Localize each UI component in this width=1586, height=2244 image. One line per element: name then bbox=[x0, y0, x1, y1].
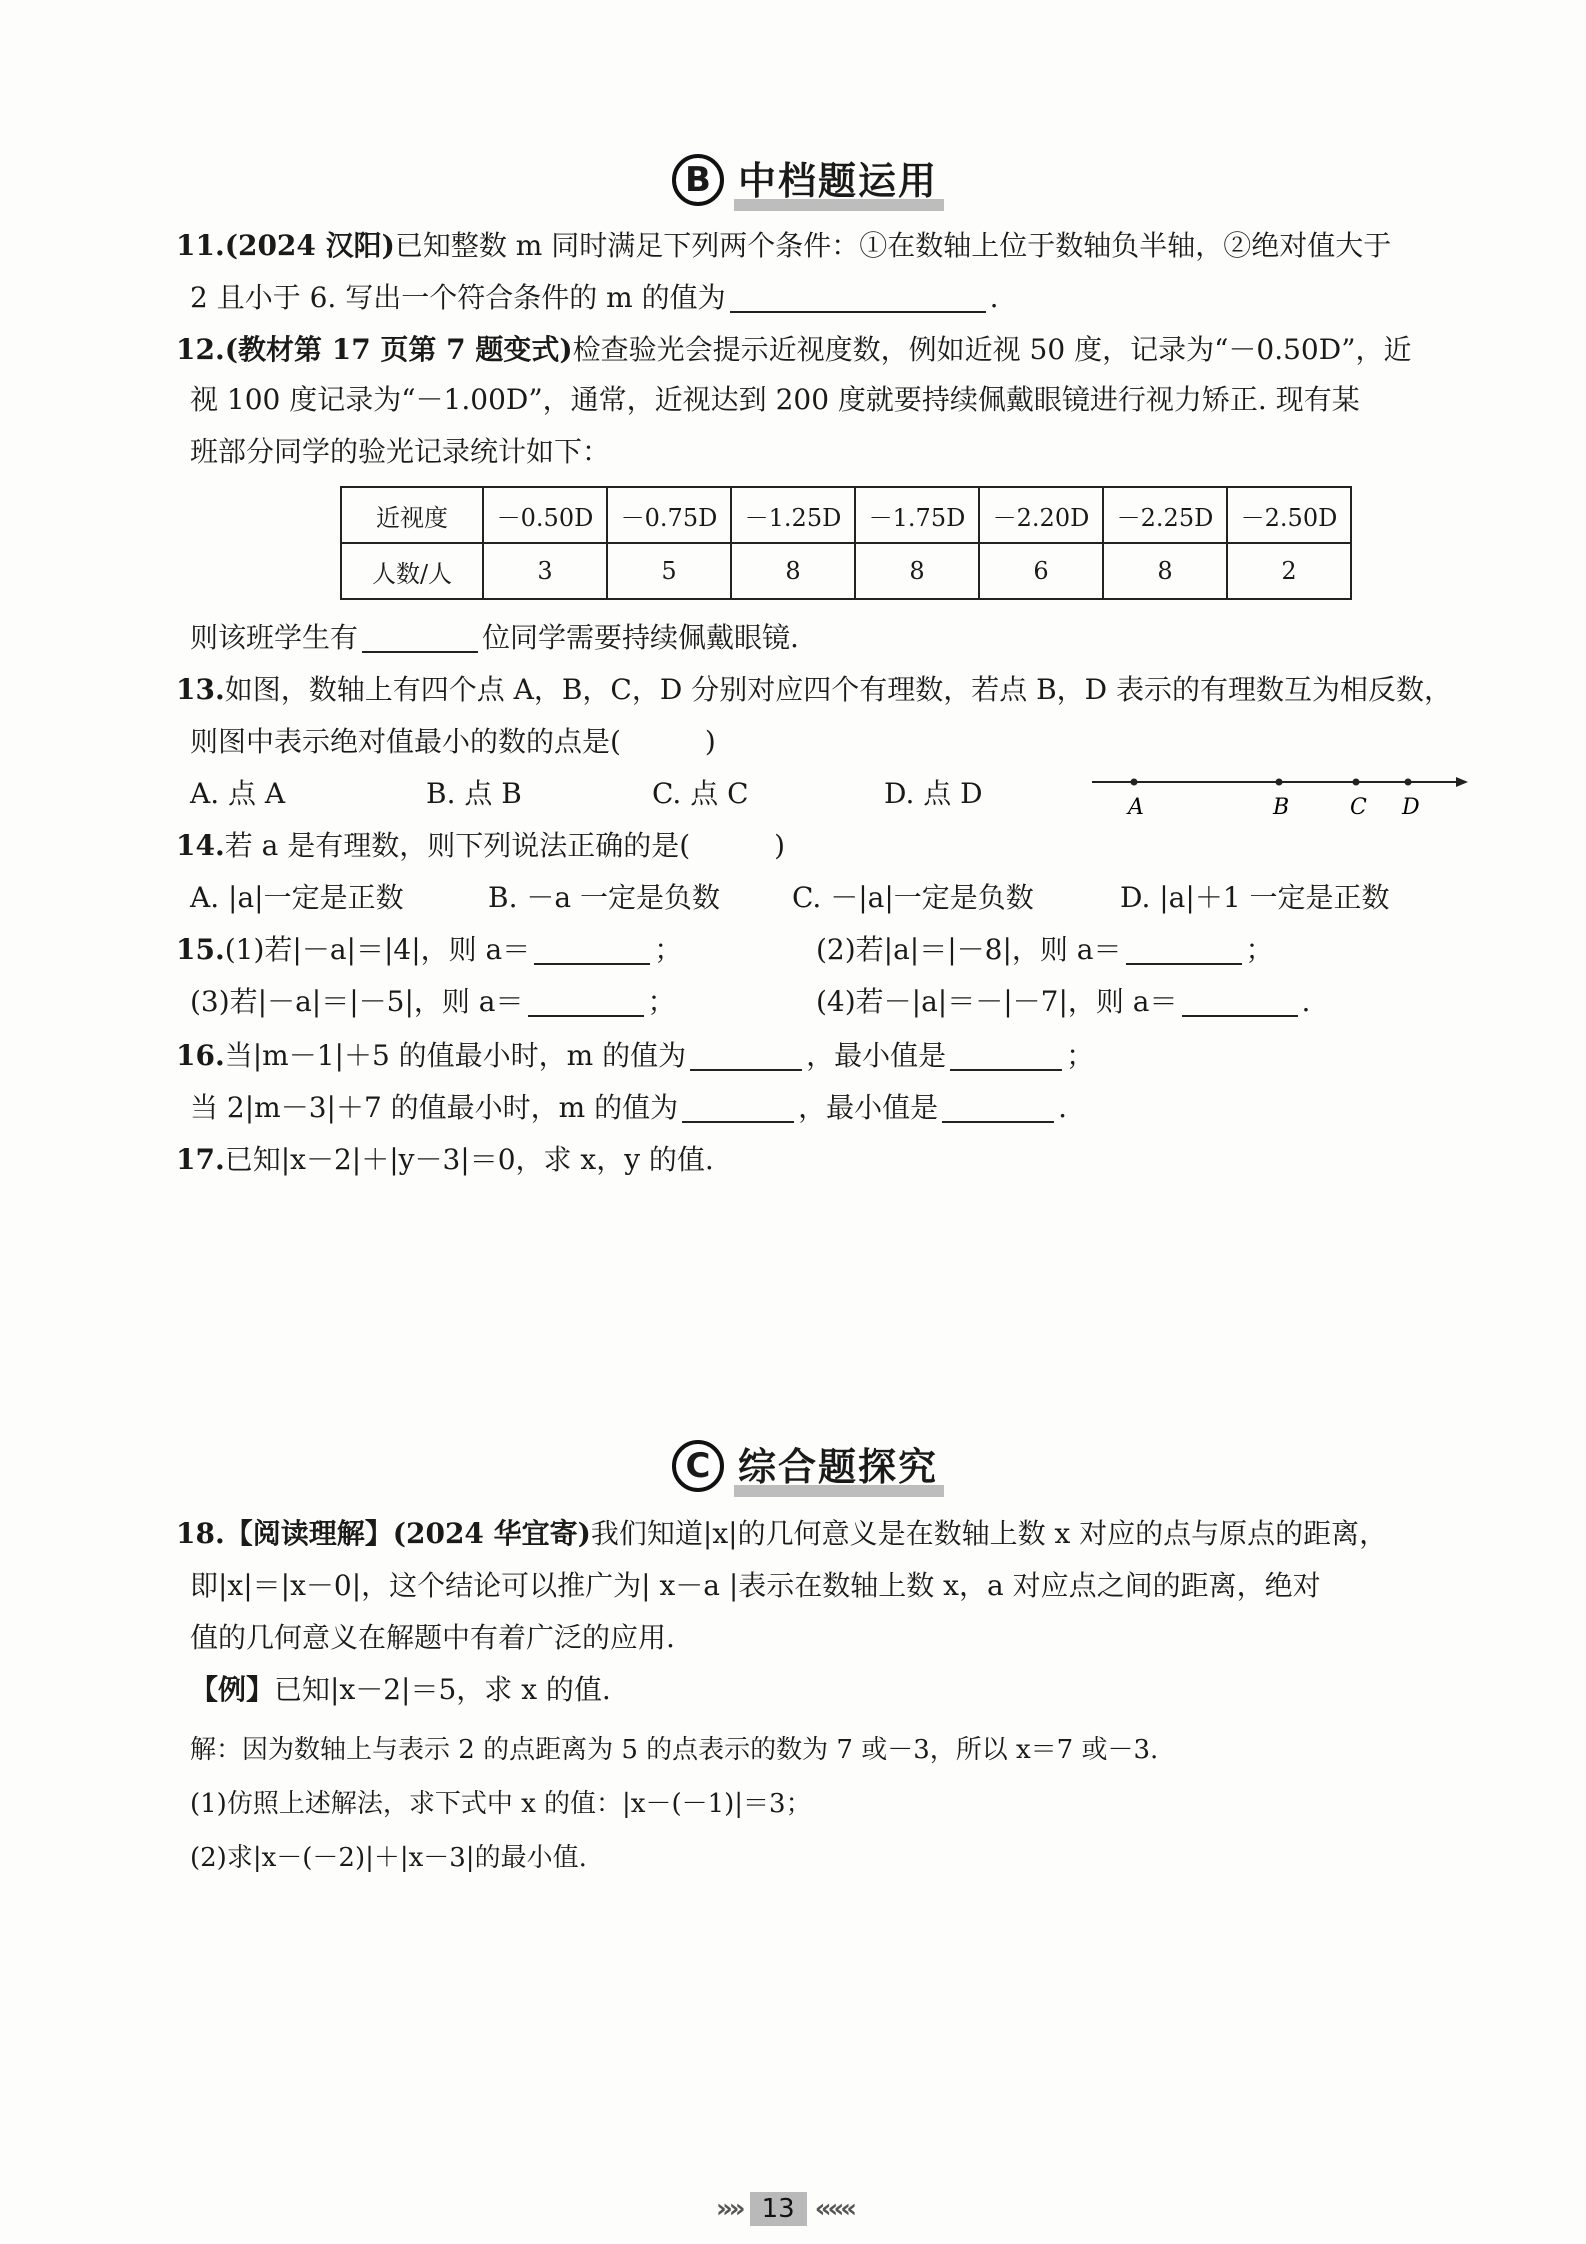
q15-p4-end: . bbox=[1301, 985, 1311, 1018]
q18-line3: 值的几何意义在解题中有着广泛的应用. bbox=[190, 1621, 675, 1654]
q13-option-d[interactable]: D. 点 D bbox=[884, 777, 983, 810]
q13-line1 bbox=[176, 670, 1452, 710]
q15-p4-blank[interactable] bbox=[1182, 985, 1298, 1017]
q12-line1 bbox=[176, 330, 1412, 370]
q15-p1-text: (1)若|－a|＝|4|，则 a＝ bbox=[224, 933, 531, 966]
table-cell: －2.25D bbox=[1103, 487, 1227, 543]
page-footer bbox=[716, 2192, 853, 2226]
table-cell: －0.75D bbox=[607, 487, 731, 543]
table-cell: 5 bbox=[607, 543, 731, 599]
q13-number: 13. bbox=[176, 673, 225, 706]
q12-line3: 班部分同学的验光记录统计如下： bbox=[190, 435, 611, 468]
q16-line2 bbox=[190, 1088, 1067, 1128]
section-c-header bbox=[672, 1434, 944, 1497]
q14-line1 bbox=[176, 826, 785, 866]
point-a-dot bbox=[1131, 779, 1138, 786]
q11-text2: 2 且小于 6. 写出一个符合条件的 m 的值为 bbox=[190, 281, 726, 314]
q11-text1: 已知整数 m 同时满足下列两个条件：①在数轴上位于数轴负半轴，②绝对值大于 bbox=[394, 229, 1392, 262]
q14-option-c[interactable]: C. －|a|一定是负数 bbox=[792, 881, 1034, 914]
table-cell: －1.75D bbox=[855, 487, 979, 543]
table-cell: 8 bbox=[1103, 543, 1227, 599]
q15-p3-text: (3)若|－a|＝|－5|，则 a＝ bbox=[190, 985, 524, 1018]
q18-line2: 即|x|＝|x－0|，这个结论可以推广为| x－a |表示在数轴上数 x，a 对应点之间的距离，绝对 bbox=[190, 1569, 1321, 1602]
q15-part2 bbox=[816, 930, 1274, 970]
point-d-label: D bbox=[1402, 795, 1420, 820]
q13-option-b[interactable]: B. 点 B bbox=[426, 777, 522, 810]
q13-line2: 则图中表示绝对值最小的数的点是( ) bbox=[190, 725, 716, 758]
q18-solution: 解：因为数轴上与表示 2 的点距离为 5 的点表示的数为 7 或－3，所以 x＝7 或－3. bbox=[190, 1735, 1159, 1765]
q15-part4 bbox=[816, 982, 1310, 1022]
q11-source: (2024 汉阳) bbox=[224, 229, 395, 262]
q16-l2-text1: 当 2|m－3|＋7 的值最小时，m 的值为 bbox=[190, 1091, 679, 1124]
q18-source: (2024 华宜寄) bbox=[392, 1517, 591, 1550]
q13-text1: 如图，数轴上有四个点 A，B，C，D 分别对应四个有理数，若点 B，D 表示的有理数互为相反数， bbox=[224, 673, 1453, 706]
table-cell: 3 bbox=[483, 543, 607, 599]
number-line-figure bbox=[1090, 770, 1470, 830]
q12-after-text1: 则该班学生有 bbox=[190, 621, 359, 654]
point-d-dot bbox=[1405, 779, 1412, 786]
section-c-title: 综合题探究 bbox=[734, 1434, 944, 1497]
q14-option-b[interactable]: B. －a 一定是负数 bbox=[488, 881, 720, 914]
q16-l1-text2: ，最小值是 bbox=[806, 1039, 947, 1072]
q15-p2-end: ； bbox=[1245, 933, 1274, 966]
q16-l2-end: . bbox=[1058, 1091, 1068, 1124]
q16-l2-text2: ，最小值是 bbox=[798, 1091, 939, 1124]
q12-number: 12. bbox=[176, 333, 225, 366]
q18-number: 18. bbox=[176, 1517, 225, 1550]
table-header-cell: 人数/人 bbox=[341, 543, 483, 599]
q12-after-text2: 位同学需要持续佩戴眼镜. bbox=[482, 621, 799, 654]
point-b-label: B bbox=[1273, 795, 1290, 820]
section-b-title: 中档题运用 bbox=[734, 148, 944, 211]
q15-part3 bbox=[190, 982, 676, 1022]
q14-option-d[interactable]: D. |a|＋1 一定是正数 bbox=[1120, 881, 1390, 914]
q18-text1: 我们知道|x|的几何意义是在数轴上数 x 对应的点与原点的距离， bbox=[590, 1517, 1388, 1550]
table-cell: －2.50D bbox=[1227, 487, 1351, 543]
q18-example-tag: 【例】 bbox=[190, 1673, 275, 1706]
q15-p3-blank[interactable] bbox=[528, 985, 644, 1017]
q18-line1 bbox=[176, 1514, 1387, 1554]
section-b-badge: B bbox=[672, 154, 724, 206]
table-cell: 2 bbox=[1227, 543, 1351, 599]
section-c-badge: C bbox=[672, 1440, 724, 1492]
number-line-arrow-icon bbox=[1456, 777, 1468, 787]
q12-answer-blank[interactable] bbox=[362, 621, 478, 653]
q15-p4-text: (4)若－|a|＝－|－7|，则 a＝ bbox=[816, 985, 1178, 1018]
q16-l1-end: ； bbox=[1066, 1039, 1095, 1072]
table-row bbox=[341, 543, 1351, 599]
q16-l1-blank2[interactable] bbox=[950, 1039, 1062, 1071]
q18-tag: 【阅读理解】 bbox=[224, 1517, 393, 1550]
q11-line1 bbox=[176, 226, 1391, 266]
q13-option-c[interactable]: C. 点 C bbox=[652, 777, 749, 810]
q15-p3-end: ； bbox=[647, 985, 676, 1018]
q14-number: 14. bbox=[176, 829, 225, 862]
table-header-cell: 近视度 bbox=[341, 487, 483, 543]
q15-part1 bbox=[176, 930, 682, 970]
point-c-dot bbox=[1353, 779, 1360, 786]
q11-number: 11. bbox=[176, 229, 225, 262]
table-cell: －0.50D bbox=[483, 487, 607, 543]
q12-line2: 视 100 度记录为“－1.00D”，通常，近视达到 200 度就要持续佩戴眼镜进行视力矫正. 现有某 bbox=[190, 383, 1360, 416]
q15-p1-blank[interactable] bbox=[534, 933, 650, 965]
q16-l1-text1: 当|m－1|＋5 的值最小时，m 的值为 bbox=[224, 1039, 687, 1072]
q17-line bbox=[176, 1140, 714, 1180]
q16-l1-blank1[interactable] bbox=[690, 1039, 802, 1071]
q16-l2-blank1[interactable] bbox=[682, 1091, 794, 1123]
table-cell: －2.20D bbox=[979, 487, 1103, 543]
vision-table bbox=[340, 486, 1352, 600]
q11-answer-blank[interactable] bbox=[730, 281, 986, 313]
table-row bbox=[341, 487, 1351, 543]
q17-number: 17. bbox=[176, 1143, 225, 1176]
q18-example-text: 已知|x－2|＝5，求 x 的值. bbox=[274, 1673, 611, 1706]
table-cell: －1.25D bbox=[731, 487, 855, 543]
point-b-dot bbox=[1276, 779, 1283, 786]
q12-source: (教材第 17 页第 7 题变式) bbox=[224, 333, 573, 366]
page-number: 13 bbox=[750, 2192, 807, 2226]
section-b-header bbox=[672, 148, 944, 211]
left-chevrons-icon: »» bbox=[716, 2194, 742, 2224]
table-cell: 6 bbox=[979, 543, 1103, 599]
q16-number: 16. bbox=[176, 1039, 225, 1072]
q11-line2 bbox=[190, 278, 999, 318]
q15-p2-blank[interactable] bbox=[1126, 933, 1242, 965]
point-c-label: C bbox=[1350, 795, 1367, 820]
q15-p1-end: ； bbox=[654, 933, 683, 966]
q15-p2-text: (2)若|a|＝|－8|，则 a＝ bbox=[816, 933, 1122, 966]
table-cell: 8 bbox=[731, 543, 855, 599]
q12-text1: 检查验光会提示近视度数，例如近视 50 度，记录为“－0.50D”，近 bbox=[572, 333, 1412, 366]
q14-text1: 若 a 是有理数，则下列说法正确的是( ) bbox=[224, 829, 786, 862]
q18-example bbox=[190, 1670, 611, 1710]
right-chevrons-icon: ««« bbox=[814, 2194, 854, 2224]
q16-line1 bbox=[176, 1036, 1094, 1076]
q13-option-a[interactable]: A. 点 A bbox=[190, 777, 286, 810]
point-a-label: A bbox=[1128, 795, 1144, 820]
q18-part1: (1)仿照上述解法，求下式中 x 的值：|x－(－1)|＝3； bbox=[190, 1789, 812, 1819]
q14-option-a[interactable]: A. |a|一定是正数 bbox=[190, 881, 404, 914]
table-cell: 8 bbox=[855, 543, 979, 599]
q17-text: 已知|x－2|＋|y－3|＝0，求 x，y 的值. bbox=[224, 1143, 714, 1176]
q16-l2-blank2[interactable] bbox=[942, 1091, 1054, 1123]
q15-number: 15. bbox=[176, 933, 225, 966]
q18-part2: (2)求|x－(－2)|＋|x－3|的最小值. bbox=[190, 1843, 587, 1873]
q12-after bbox=[190, 618, 799, 658]
q11-period: . bbox=[989, 281, 999, 314]
